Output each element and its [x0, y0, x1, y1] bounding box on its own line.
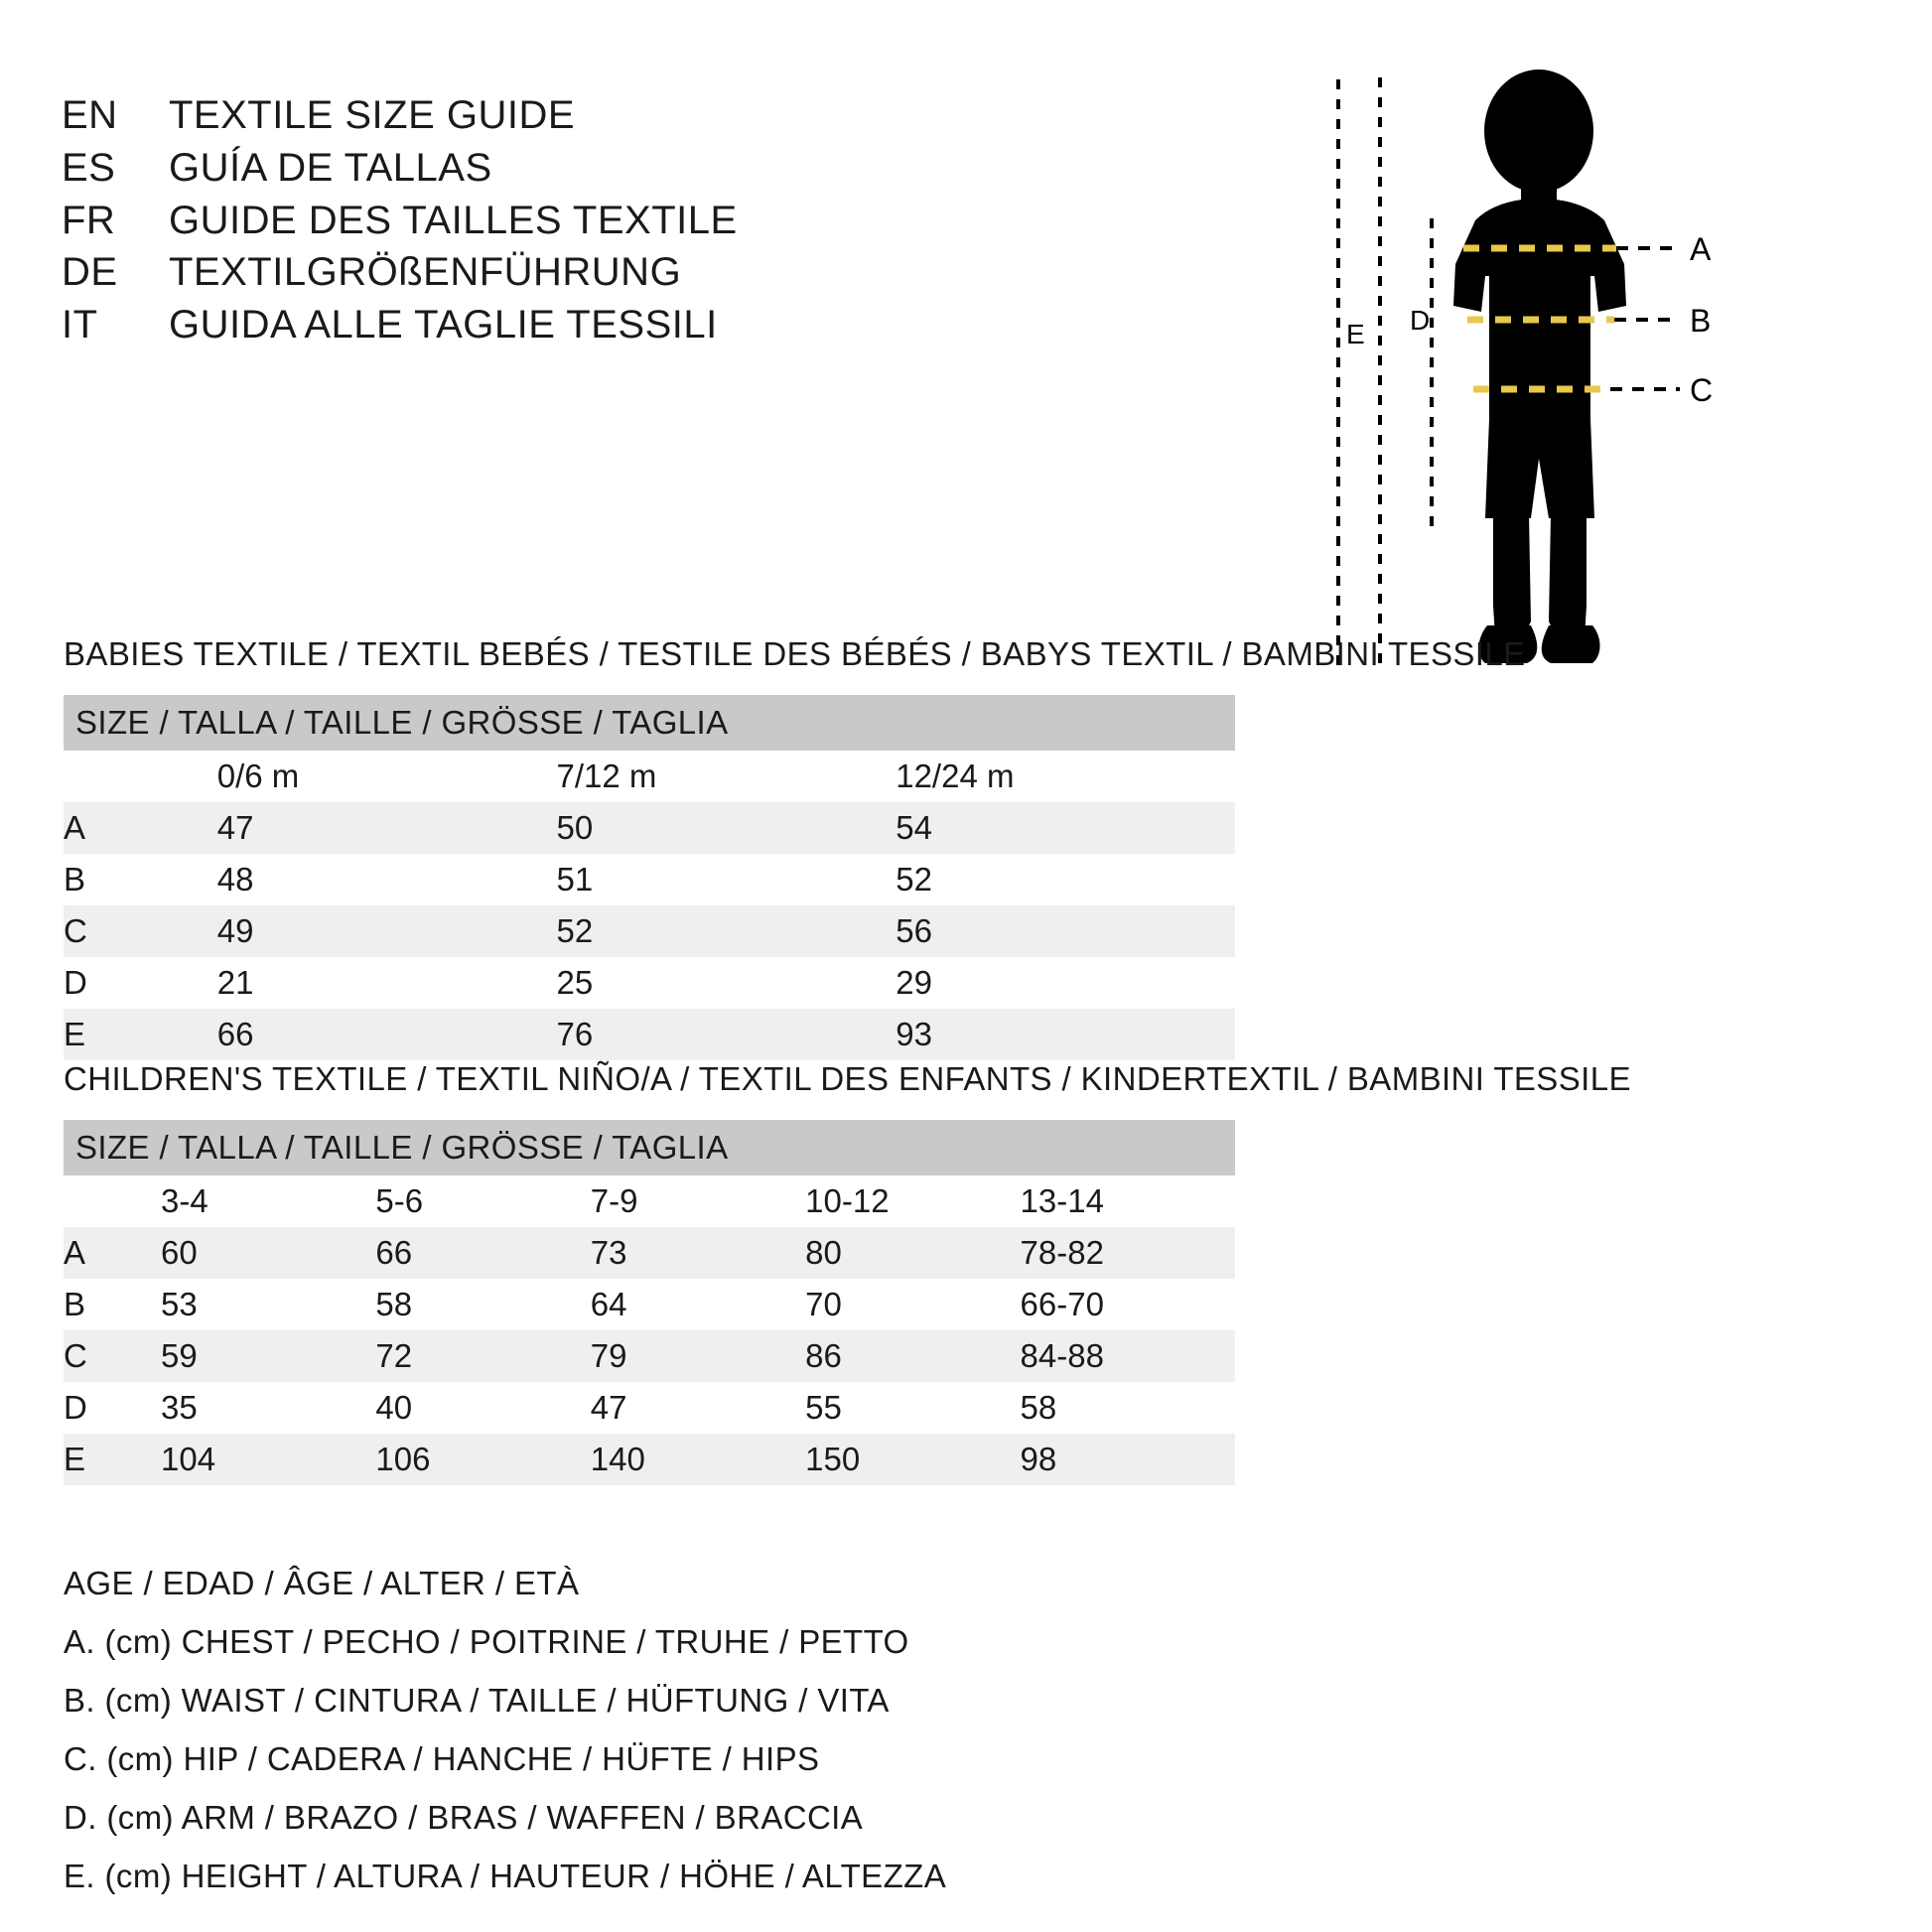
- marker-label-b: B: [1690, 303, 1712, 339]
- language-code: DE: [62, 250, 118, 295]
- language-row: [62, 246, 1154, 299]
- column-header: 3-4: [161, 1175, 375, 1227]
- cell-value: 35: [161, 1382, 375, 1434]
- cell-value: 84-88: [1021, 1330, 1235, 1382]
- table-row: [64, 854, 1235, 905]
- cell-value: 59: [161, 1330, 375, 1382]
- corner-cell: [64, 751, 217, 802]
- table-row: [64, 1330, 1235, 1382]
- language-row: [62, 299, 1154, 351]
- legend-line: D. (cm) ARM / BRAZO / BRAS / WAFFEN / BRACCIA: [64, 1799, 864, 1836]
- babies-band-label: SIZE / TALLA / TAILLE / GRÖSSE / TAGLIA: [64, 695, 1235, 751]
- column-header: 0/6 m: [217, 751, 557, 802]
- cell-value: 21: [217, 957, 557, 1009]
- cell-value: 98: [1021, 1434, 1235, 1485]
- table-row: [64, 802, 1235, 854]
- cell-value: 52: [556, 905, 896, 957]
- language-row: [62, 195, 1154, 247]
- cell-value: 72: [375, 1330, 590, 1382]
- cell-value: 79: [591, 1330, 805, 1382]
- language-row: [62, 89, 1154, 142]
- cell-value: 78-82: [1021, 1227, 1235, 1279]
- legend-line: C. (cm) HIP / CADERA / HANCHE / HÜFTE / HIPS: [64, 1740, 820, 1777]
- language-code: IT: [62, 303, 98, 347]
- cell-value: 106: [375, 1434, 590, 1485]
- table-row: [64, 957, 1235, 1009]
- language-code: EN: [62, 93, 118, 137]
- cell-value: 25: [556, 957, 896, 1009]
- language-title: GUÍA DE TALLAS: [169, 145, 492, 190]
- cell-value: 49: [217, 905, 557, 957]
- language-title: TEXTILE SIZE GUIDE: [169, 93, 576, 137]
- children-section-caption: CHILDREN'S TEXTILE / TEXTIL NIÑO/A / TEXTIL DES ENFANTS / KINDERTEXTIL / BAMBINI TESSILE: [64, 1060, 1631, 1097]
- cell-value: 58: [375, 1279, 590, 1330]
- row-label: A: [64, 1227, 161, 1279]
- cell-value: 52: [896, 854, 1235, 905]
- cell-value: 55: [805, 1382, 1020, 1434]
- cell-value: 66: [217, 1009, 557, 1060]
- cell-value: 64: [591, 1279, 805, 1330]
- language-title-list: [62, 89, 1154, 351]
- babies-size-table: [64, 695, 1235, 1060]
- babies-section-caption: BABIES TEXTILE / TEXTIL BEBÉS / TESTILE DES BÉBÉS / BABYS TEXTIL / BAMBINI TESSILE: [64, 635, 1526, 672]
- measurement-legend: [64, 1567, 1354, 1918]
- column-header: 12/24 m: [896, 751, 1235, 802]
- cell-value: 51: [556, 854, 896, 905]
- row-label: A: [64, 802, 217, 854]
- cell-value: 40: [375, 1382, 590, 1434]
- row-label: E: [64, 1009, 217, 1060]
- column-header: 7/12 m: [556, 751, 896, 802]
- cell-value: 140: [591, 1434, 805, 1485]
- table-row: [64, 1382, 1235, 1434]
- cell-value: 86: [805, 1330, 1020, 1382]
- cell-value: 104: [161, 1434, 375, 1485]
- cell-value: 76: [556, 1009, 896, 1060]
- table-row: [64, 1009, 1235, 1060]
- table-header-band: [64, 695, 1235, 751]
- table-header-band: [64, 1120, 1235, 1175]
- table-row: [64, 1279, 1235, 1330]
- marker-label-a: A: [1690, 231, 1712, 267]
- row-label: E: [64, 1434, 161, 1485]
- cell-value: 150: [805, 1434, 1020, 1485]
- marker-label-e: E: [1346, 319, 1365, 349]
- legend-line: B. (cm) WAIST / CINTURA / TAILLE / HÜFTUNG / VITA: [64, 1682, 890, 1719]
- column-header: 13-14: [1021, 1175, 1235, 1227]
- cell-value: 58: [1021, 1382, 1235, 1434]
- cell-value: 73: [591, 1227, 805, 1279]
- marker-label-c: C: [1690, 372, 1714, 408]
- row-label: C: [64, 1330, 161, 1382]
- table-row: [64, 1434, 1235, 1485]
- cell-value: 47: [217, 802, 557, 854]
- language-row: [62, 142, 1154, 195]
- cell-value: 70: [805, 1279, 1020, 1330]
- children-column-header-row: [64, 1175, 1235, 1227]
- cell-value: 80: [805, 1227, 1020, 1279]
- children-size-table: [64, 1120, 1235, 1485]
- legend-line: A. (cm) CHEST / PECHO / POITRINE / TRUHE / PETTO: [64, 1623, 909, 1660]
- children-band-label: SIZE / TALLA / TAILLE / GRÖSSE / TAGLIA: [64, 1120, 1235, 1175]
- cell-value: 66: [375, 1227, 590, 1279]
- row-label: D: [64, 957, 217, 1009]
- language-title: GUIDA ALLE TAGLIE TESSILI: [169, 303, 718, 347]
- corner-cell: [64, 1175, 161, 1227]
- cell-value: 66-70: [1021, 1279, 1235, 1330]
- legend-line: AGE / EDAD / ÂGE / ALTER / ETÀ: [64, 1565, 580, 1601]
- column-header: 10-12: [805, 1175, 1020, 1227]
- row-label: B: [64, 1279, 161, 1330]
- row-label: B: [64, 854, 217, 905]
- marker-label-d: D: [1410, 305, 1431, 336]
- cell-value: 93: [896, 1009, 1235, 1060]
- cell-value: 47: [591, 1382, 805, 1434]
- babies-column-header-row: [64, 751, 1235, 802]
- language-title: GUIDE DES TAILLES TEXTILE: [169, 198, 738, 242]
- cell-value: 29: [896, 957, 1235, 1009]
- language-code: ES: [62, 145, 116, 190]
- cell-value: 48: [217, 854, 557, 905]
- row-label: C: [64, 905, 217, 957]
- cell-value: 53: [161, 1279, 375, 1330]
- cell-value: 56: [896, 905, 1235, 957]
- column-header: 5-6: [375, 1175, 590, 1227]
- language-code: FR: [62, 198, 116, 242]
- cell-value: 60: [161, 1227, 375, 1279]
- row-label: D: [64, 1382, 161, 1434]
- cell-value: 50: [556, 802, 896, 854]
- legend-line: E. (cm) HEIGHT / ALTURA / HAUTEUR / HÖHE / ALTEZZA: [64, 1858, 947, 1894]
- child-silhouette-icon: [1453, 69, 1626, 663]
- language-title: TEXTILGRÖßENFÜHRUNG: [169, 250, 682, 295]
- column-header: 7-9: [591, 1175, 805, 1227]
- cell-value: 54: [896, 802, 1235, 854]
- table-row: [64, 1227, 1235, 1279]
- table-row: [64, 905, 1235, 957]
